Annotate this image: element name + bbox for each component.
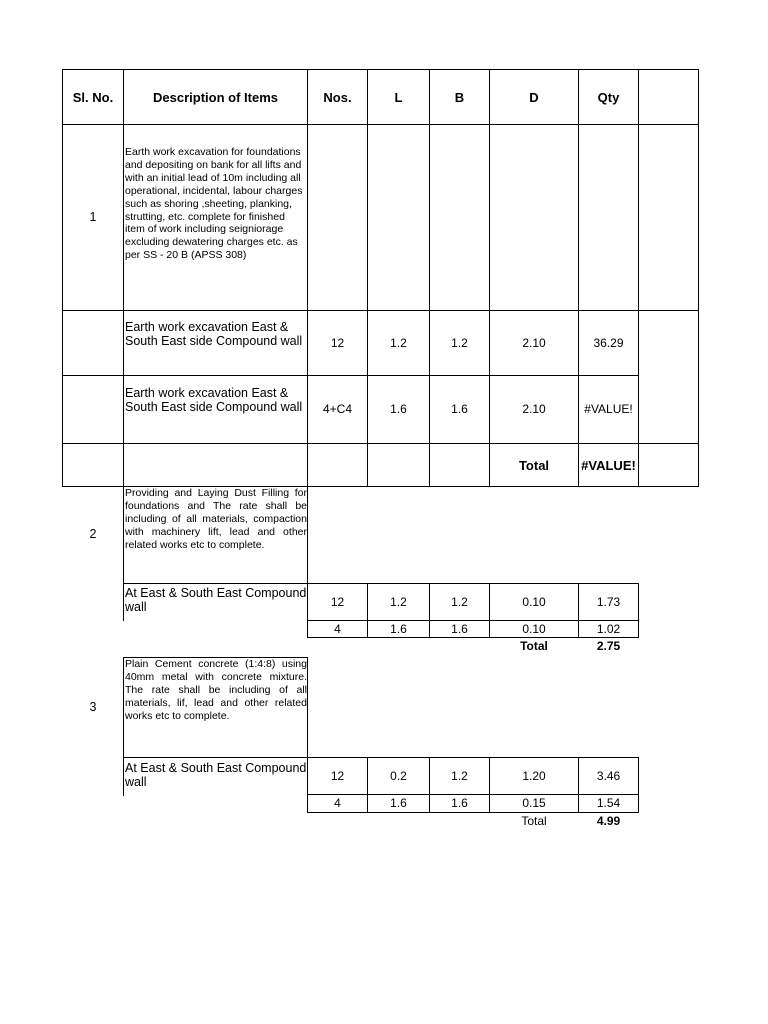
item-1-row-2-desc: Earth work excavation East & South East side Compound wall — [125, 386, 303, 414]
item-1-row-1-b: 1.2 — [451, 335, 468, 350]
item-3-row-1-l: 0.2 — [390, 768, 407, 783]
grid-line — [123, 69, 124, 487]
item-2-row-2-qty: 1.02 — [596, 621, 621, 636]
item-1-sl: 1 — [89, 210, 97, 224]
grid-line — [698, 69, 699, 487]
header-l: L — [394, 89, 403, 105]
grid-line — [638, 69, 639, 487]
item-3-row-2-qty: 1.54 — [596, 796, 621, 810]
item-2-sub-desc: At East & South East Compound wall — [125, 586, 307, 614]
item-3-row-2-nos: 4 — [334, 796, 341, 810]
item-2-row-2-d: 0.10 — [522, 621, 546, 636]
header-d: D — [529, 89, 539, 105]
item-1-row-1-l: 1.2 — [390, 335, 407, 350]
item-2-row-2-l: 1.6 — [390, 621, 407, 636]
item-1-total-value: #VALUE! — [581, 457, 636, 473]
item-2-row-1-b: 1.2 — [451, 594, 468, 609]
item-3-sl: 3 — [89, 699, 97, 714]
header-b: B — [454, 89, 465, 105]
header-nos: Nos. — [323, 89, 352, 105]
item-3-sub-desc: At East & South East Compound wall — [125, 761, 307, 789]
item-1-row-2-l: 1.6 — [390, 402, 407, 416]
item-3-total-label: Total — [521, 814, 547, 828]
item-3-total-value: 4.99 — [596, 814, 621, 828]
item-1-row-1-desc: Earth work excavation East & South East side Compound wall — [125, 320, 303, 348]
item-2-description: Providing and Laying Dust Filling for foundations and The rate shall be including of all materials, compaction with machinery lift, lead and other related works etc to complete. — [125, 487, 307, 551]
item-1-total-label: Total — [518, 457, 550, 473]
item-1-row-2-qty: #VALUE! — [584, 402, 633, 416]
item-2-row-1-l: 1.2 — [390, 594, 407, 609]
item-1-row-2-d: 2.10 — [522, 402, 546, 416]
item-3-row-2-l: 1.6 — [390, 796, 407, 810]
grid-line — [62, 124, 699, 125]
item-1-row-1-d: 2.10 — [522, 335, 546, 350]
header-description: Description of Items — [153, 89, 278, 105]
header-sl-no: Sl. No. — [72, 89, 114, 105]
item-3-row-1-b: 1.2 — [451, 768, 468, 783]
header-qty: Qty — [597, 89, 620, 105]
item-3-row-2-b: 1.6 — [451, 796, 468, 810]
item-2-row-1-nos: 12 — [330, 594, 345, 609]
grid-line — [638, 583, 639, 638]
item-1-row-1-nos: 12 — [330, 335, 345, 350]
item-2-row-1-qty: 1.73 — [596, 594, 621, 609]
item-2-total-label: Total — [520, 639, 548, 653]
item-2-row-2-nos: 4 — [334, 621, 341, 636]
item-3-row-1-nos: 12 — [330, 768, 345, 783]
item-1-row-1-qty: 36.29 — [593, 335, 624, 350]
item-2-sl: 2 — [89, 527, 97, 541]
item-3-row-1-qty: 3.46 — [596, 768, 621, 783]
item-2-total-value: 2.75 — [596, 639, 621, 653]
item-3-row-1-d: 1.20 — [522, 768, 546, 783]
item-1-description: Earth work excavation for foundations and depositing on bank for all lifts and with an initial lead of 10m including all operational, incidental, labour charges such as shoring ,sheeting, planking, strutting, etc. complete for finished item of work including seigniorage excluding dewatering charges etc. as per SS - 20 B (APSS 308) — [125, 146, 303, 262]
item-2-row-1-d: 0.10 — [522, 594, 546, 609]
item-1-row-2-b: 1.6 — [451, 402, 468, 416]
item-3-row-2-d: 0.15 — [522, 796, 546, 810]
item-1-row-2-nos: 4+C4 — [322, 402, 353, 416]
item-2-row-2-b: 1.6 — [451, 621, 468, 636]
grid-line — [638, 757, 639, 813]
item-3-description: Plain Cement concrete (1:4:8) using 40mm metal with concrete mixture. The rate shall be including of all materials, lif, lead and other related works etc to complete. — [125, 658, 307, 722]
